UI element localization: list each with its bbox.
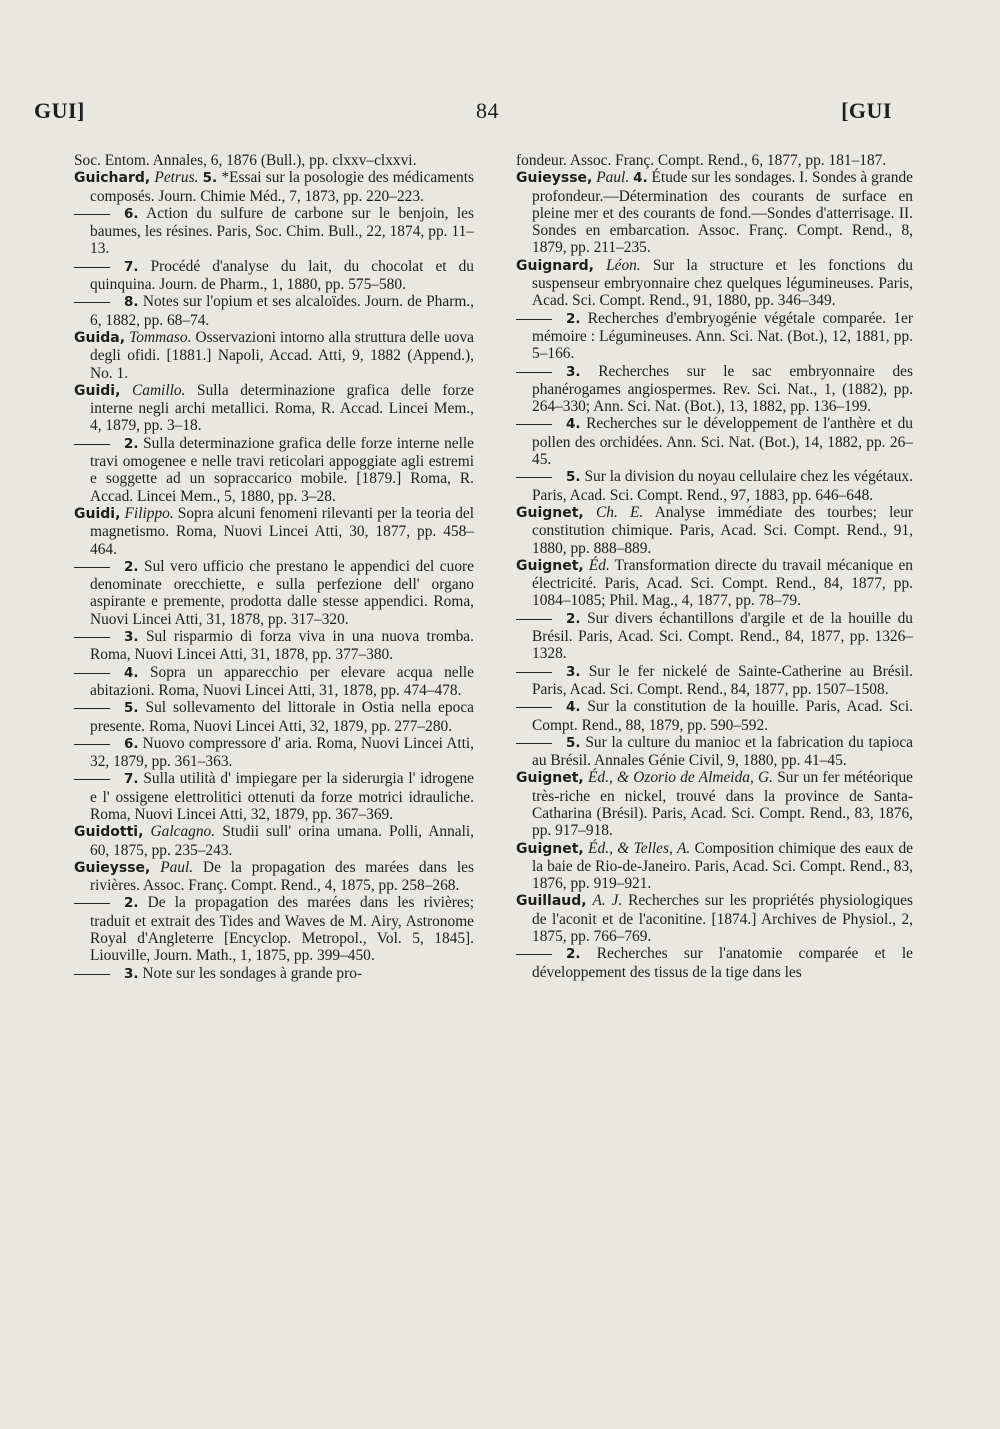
entry-text: Sur la culture du manioc et la fabrication du tapioca au Brésil. Annales Génie Civil, 9, 1880, pp. 41–45. [532,733,913,770]
entry-text: Sul risparmio di forza viva in una nuova tromba. Roma, Nuovi Lincei Atti, 31, 1878, pp. 377–380. [90,628,474,664]
author-surname: Guieysse, [516,170,593,187]
repeat-author-dash [74,214,110,215]
repeat-author-dash [516,424,552,425]
running-head-right: [GUI [841,98,892,123]
entry-number: 3. [566,363,581,380]
page-number: 84 [476,98,499,123]
entry-number: 3. [124,965,139,982]
entry-number: 4. [633,170,648,187]
entry-text: Procédé d'analyse du lait, du chocolat et du quinquina. Journ. de Pharm., 1, 1880, pp. 575–580. [90,257,474,294]
repeat-author-dash [516,319,552,320]
author-surname: Guidotti, [74,824,144,841]
entry-number: 5. [566,734,581,751]
entry-text: Transformation directe du travail mécanique en électricité. Paris, Acad. Sci. Compt. Rend., 84, 1877, pp. 1084–1085; Phil. Mag., 4, 1877, pp. 78–79. [532,556,913,610]
author-surname: Guichard, [74,170,151,187]
author-given-name: Léon. [606,256,641,274]
repeat-author-dash [74,444,110,445]
bibliography-entry [74,558,474,628]
entry-number: 4. [124,664,139,681]
repeat-author-dash [74,673,110,674]
bibliography-entry [74,293,474,329]
bibliography-entry [516,415,913,468]
entry-number: 8. [124,294,139,311]
entry-text: Sopra alcuni fenomeni rilevanti per la teoria del magnetismo. Roma, Nuovi Lincei Atti, 30, 1877, pp. 458–464. [90,504,474,558]
bibliography-entry [74,770,474,823]
entry-text: Sur divers échantillons d'argile et de la houille du Brésil. Paris, Acad. Sci. Compt. Rend., 84, 1877, pp. 1326–1328. [532,609,913,663]
repeat-author-dash [516,954,552,955]
bibliography-entry [74,329,474,382]
running-head-left: GUI] [34,98,85,123]
author-surname: Guignet, [516,840,584,857]
bibliography-entry [74,628,474,664]
entry-number: 7. [124,258,139,275]
entry-text: Sopra un apparecchio per elevare acqua nelle abitazioni. Roma, Nuovi Lincei Atti, 31, 1878, pp. 474–478. [90,663,474,699]
bibliography-entry [516,468,913,504]
repeat-author-dash [516,707,552,708]
bibliography-entry [516,734,913,770]
entry-number: 4. [566,699,581,716]
bibliography-entry [74,859,474,895]
repeat-author-dash [74,744,110,745]
bibliography-entry [74,735,474,771]
repeat-author-dash [74,903,110,904]
author-given-name: Paul. [596,169,630,187]
author-surname: Guida, [74,329,126,346]
entry-number: 2. [566,310,581,327]
bibliography-entry [74,823,474,859]
entry-number: 2. [124,895,139,912]
entry-text: Sur le fer nickelé de Sainte-Catherine au Brésil. Paris, Acad. Sci. Compt. Rend., 84, 1877, pp. 1507–1508. [532,662,913,698]
entry-number: 2. [124,435,139,452]
bibliography-entry [74,169,474,205]
bibliography-entry [516,310,913,363]
bibliography-entry [74,664,474,700]
bibliography-entry [516,557,913,610]
bibliography-entry [74,699,474,735]
entry-text: Soc. Entom. Annales, 6, 1876 (Bull.), pp. clxxv–clxxvi. [74,152,417,169]
author-given-name: Éd. [588,556,610,574]
entry-text: Sulla determinazione grafica delle forze interne negli archi metallici. Roma, R. Accad. Lincei Mem., 4, 1879, pp. 3–18. [90,381,475,435]
author-given-name: Ch. E. [596,503,644,521]
bibliography-entry [74,435,474,505]
author-surname: Guignet, [516,504,584,521]
entry-number: 6. [124,735,139,752]
entry-text: Osservazioni intorno alla struttura delle uova degli ofidi. [1881.] Napoli, Accad. Atti, 9, 1882 (Append.), No. 1. [90,328,474,382]
entry-number: 2. [566,946,581,963]
repeat-author-dash [74,637,110,638]
author-given-name: Paul. [160,858,194,876]
entry-text: Sulla determinazione grafica delle forze interne nelle travi omogenee e nelle travi reticolari appoggiate agli estremi e soggette ad un sopraccarico mobile. [1879.] Roma, R. Accad. Lincei Mem., 5, 1880, pp. 3–28. [90,434,474,505]
repeat-author-dash [74,567,110,568]
bibliography-entry [516,610,913,663]
entry-number: 7. [124,771,139,788]
entry-text: Action du sulfure de carbone sur le benjoin, les baumes, les résines. Paris, Soc. Chim. Bull., 22, 1874, pp. 11–13. [90,204,475,258]
bibliography-entry [74,894,474,964]
entry-text: Nuovo compressore d' aria. Roma, Nuovi Lincei Atti, 32, 1879, pp. 361–363. [90,734,474,771]
entry-text: Recherches sur le sac embryonnaire des phanérogames angiospermes. Rev. Sci. Nat., 1, (1882), pp. 264–330; Ann. Sci. Nat. (Bot.), 13, 1882, pp. 136–199. [532,362,913,416]
entry-number: 2. [124,558,139,575]
entry-number: 3. [124,629,139,646]
bibliography-entry [516,663,913,699]
entry-number: 6. [124,205,139,222]
entry-text: Sulla utilità d' impiegare per la siderurgia l' idrogene e l' ossigene elettrolitici ottenuti da forze motrici idrauliche. Roma, Nuovi Lincei Atti, 32, 1879, pp. 367–369. [90,770,474,823]
author-surname: Guillaud, [516,893,587,910]
bibliography-entry [74,258,474,294]
entry-number: 5. [124,700,139,717]
entry-number: 3. [566,663,581,680]
repeat-author-dash [516,743,552,744]
entry-text: Recherches d'embryogénie végétale comparée. 1er mémoire : Légumineuses. Ann. Sci. Nat. (Bot.), 12, 1881, pp. 5–166. [532,309,913,363]
author-surname: Guidi, [74,505,121,522]
entry-number: 5. [566,469,581,486]
bibliography-entry [516,169,913,256]
repeat-author-dash [516,477,552,478]
entry-text: Recherches sur le développement de l'anthère et du pollen des orchidées. Ann. Sci. Nat. (Bot.), 14, 1882, pp. 26–45. [532,415,913,469]
right-column [516,152,913,981]
repeat-author-dash [516,619,552,620]
entry-number: 2. [566,610,581,627]
author-given-name: A. J. [592,892,623,910]
entry-text: De la propagation des marées dans les rivières; traduit et extrait des Tides and Waves de M. Airy, Astronome Royal d'Angleterre [Encyclop. Metropol., Vol. 5, 1845]. Liouville, Journ. Math., 1, 1875, pp. 399–450. [90,894,474,965]
entry-text: Sur la division du noyau cellulaire chez les végétaux. Paris, Acad. Sci. Compt. Rend., 97, 1883, pp. 646–648. [532,468,913,504]
author-given-name: Filippo. [124,504,174,522]
entry-text: Recherches sur les propriétés physiologiques de l'aconit et de l'aconitine. [1874.] Archives de Physiol., 2, 1875, pp. 766–769. [532,892,913,946]
entry-text: Sur la constitution de la houille. Paris, Acad. Sci. Compt. Rend., 88, 1879, pp. 590–592. [532,698,913,734]
left-column [74,152,474,983]
entry-text: Studii sull' orina umana. Polli, Annali, 60, 1875, pp. 235–243. [90,823,474,859]
bibliography-entry [74,965,474,983]
bibliography-entry [516,945,913,981]
entry-text: Analyse immédiate des tourbes; leur constitution chimique. Paris, Acad. Sci. Compt. Rend., 91, 1880, pp. 888–889. [532,503,914,557]
bibliography-entry [516,504,913,557]
repeat-author-dash [74,708,110,709]
author-surname: Guignet, [516,557,584,574]
entry-number: 5. [202,170,218,187]
author-given-name: Tommaso. [129,328,192,346]
author-given-name: Camillo. [131,381,186,399]
entry-text: fondeur. Assoc. Franç. Compt. Rend., 6, 1877, pp. 181–187. [516,152,887,169]
entry-text: Étude sur les sondages. I. Sondes à grande profondeur.—Détermination des courants de surface en pleine mer et des courants de fond.—Sondes d'atterrisage. II. Sondes en embarcation. Assoc. Franç. Compt. Rend., 8, 1879, pp. 211–235. [532,169,914,257]
entry-text: Sul sollevamento del littorale in Ostia nella epoca presente. Roma, Nuovi Lincei Atti, 32, 1879, pp. 277–280. [90,699,474,735]
entry-text: Composition chimique des eaux de la baie de Rio-de-Janeiro. Paris, Acad. Sci. Compt. Rend., 83, 1876, pp. 919–921. [532,839,913,893]
entry-text: Note sur les sondages à grande pro- [142,964,363,982]
author-surname: Guignet, [516,770,584,787]
author-surname: Guidi, [74,382,121,399]
entry-text: Recherches sur l'anatomie comparée et le développement des tissus de la tige dans les [532,945,913,981]
repeat-author-dash [74,267,110,268]
repeat-author-dash [74,974,110,975]
bibliography-entry [516,840,913,893]
author-surname: Guieysse, [74,859,151,876]
bibliography-entry [516,698,913,734]
bibliography-entry [516,152,913,169]
bibliography-entry [74,505,474,558]
bibliography-entry [74,152,474,169]
repeat-author-dash [74,302,110,303]
entry-text: Sur la structure et les fonctions du suspenseur embryonnaire chez quelques légumineuses. Paris, Acad. Sci. Compt. Rend., 91, 1880, pp. 346–349. [532,256,913,310]
author-given-name: Galcagno. [150,823,216,841]
entry-text: *Essai sur la posologie des médicaments composés. Journ. Chimie Méd., 7, 1873, pp. 220–223. [90,169,475,205]
entry-text: Sur un fer météorique très-riche en nickel, trouvé dans la province de Santa-Catharina (Brésil). Paris, Acad. Sci. Compt. Rend., 83, 1876, pp. 917–918. [532,769,913,840]
repeat-author-dash [516,672,552,673]
author-given-name: Petrus. [154,169,199,187]
entry-text: De la propagation des marées dans les rivières. Assoc. Franç. Compt. Rend., 4, 1875, pp. 258–268. [90,858,474,895]
bibliography-entry [516,892,913,945]
bibliography-entry [516,363,913,416]
author-given-name: Éd., & Ozorio de Almeida, G. [588,769,773,787]
repeat-author-dash [516,372,552,373]
entry-number: 4. [566,416,581,433]
entry-text: Sul vero ufficio che prestano le appendici del cuore denominate orecchiette, e sulla perfezione dell' organo aspirante e premente, prodotta dalle stesse appendici. Roma, Nuovi Lincei Atti, 31, 1878, pp. 317–320. [90,557,474,628]
entry-text: Notes sur l'opium et ses alcaloïdes. Journ. de Pharm., 6, 1882, pp. 68–74. [90,293,474,329]
repeat-author-dash [74,779,110,780]
bibliography-entry [74,205,474,258]
bibliography-entry [74,382,474,435]
author-given-name: Éd., & Telles, A. [588,839,691,857]
bibliography-entry [516,769,913,839]
author-surname: Guignard, [516,257,594,274]
bibliography-entry [516,257,913,310]
